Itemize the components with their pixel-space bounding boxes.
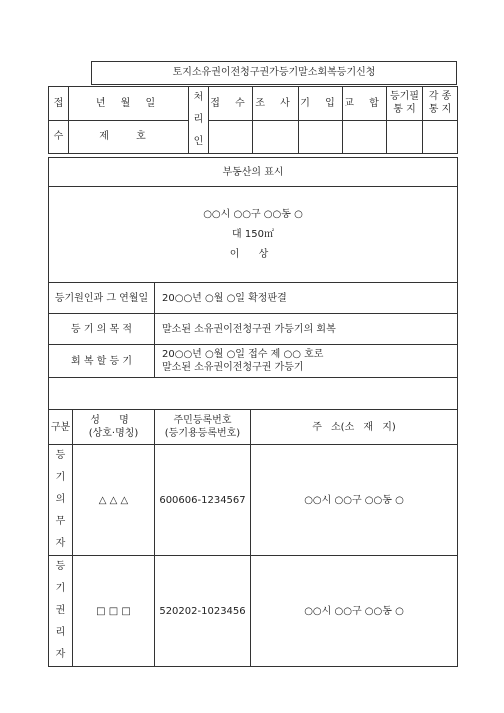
holder-label-char: 기: [55, 583, 66, 594]
cell-investigation: [253, 120, 299, 154]
processing-label: [189, 87, 209, 154]
obligor-address: ○○시 ○○구 ○○동 ○: [251, 445, 458, 556]
obligor-label: [49, 445, 73, 556]
col-reception: 접 수: [209, 87, 253, 121]
party-header-address: 주 소(소 재 지): [251, 410, 458, 445]
col-investigation: 조 사: [253, 87, 299, 121]
party-header-name: [73, 410, 155, 445]
reception-number-label: 제 호: [69, 120, 189, 154]
col-registration-notice: 등기필 통 지: [387, 87, 423, 121]
party-header-name-line: (상호·명칭): [88, 428, 139, 439]
cell-registration-notice: [387, 120, 423, 154]
purpose-value: 말소된 소유권이전청구권 가등기의 회복: [155, 314, 458, 345]
party-header-id: [155, 410, 251, 445]
processing-char: 리: [193, 114, 204, 125]
restore-value: [155, 345, 458, 378]
obligor-label-char: 등: [55, 450, 66, 461]
reception-table: [48, 86, 458, 154]
party-header-id-line: 주민등록번호: [173, 415, 232, 426]
restore-value-line: 20○○년 ○월 ○일 접수 제 ○○ 호로: [162, 349, 324, 360]
obligor-label-char: 무: [55, 516, 66, 527]
party-header-id-line: (등기용등록번호): [164, 428, 241, 439]
holder-address: ○○시 ○○구 ○○동 ○: [251, 556, 458, 667]
cause-value: 20○○년 ○월 ○일 확정판결: [155, 283, 458, 314]
col-entry: 기 입: [299, 87, 343, 121]
property-header: 부동산의 표시: [49, 158, 458, 187]
party-header-category: 구분: [49, 410, 73, 445]
property-closing: 이 상: [229, 248, 277, 260]
cell-various-notice: [423, 120, 458, 154]
obligor-name: △ △ △: [73, 445, 155, 556]
restore-label: 회 복 할 등 기: [49, 345, 155, 378]
cell-verification: [343, 120, 387, 154]
reception-date-label: 년 월 일: [69, 87, 189, 121]
col-various-notice: 각 종 통 지: [423, 87, 458, 121]
obligor-label-char: 의: [55, 494, 66, 505]
holder-label: [49, 556, 73, 667]
cell-reception: [209, 120, 253, 154]
reception-label-bottom: 수: [49, 120, 69, 154]
cell-entry: [299, 120, 343, 154]
form-title: 토지소유권이전청구권가등기말소회복등기신청: [91, 61, 457, 85]
main-table: [48, 157, 458, 667]
property-location: ○○시 ○○구 ○○동 ○: [203, 208, 303, 220]
property-description: [49, 187, 458, 283]
purpose-label: 등 기 의 목 적: [49, 314, 155, 345]
holder-label-char: 등: [55, 561, 66, 572]
restore-value-line: 말소된 소유권이전청구권 가등기: [162, 362, 304, 373]
party-header-name-line: 성 명: [90, 415, 137, 426]
obligor-label-char: 기: [55, 472, 66, 483]
obligor-label-char: 자: [55, 538, 66, 549]
holder-label-char: 자: [55, 649, 66, 660]
holder-id: 520202-1023456: [155, 556, 251, 667]
property-area: 대 150㎡: [232, 228, 274, 240]
reception-label-top: 접: [49, 87, 69, 121]
processing-char: 처: [193, 92, 204, 103]
holder-label-char: 리: [55, 627, 66, 638]
obligor-id: 600606-1234567: [155, 445, 251, 556]
cause-label: 등기원인과 그 연월일: [49, 283, 155, 314]
processing-char: 인: [193, 136, 204, 147]
blank-row: [49, 378, 458, 410]
col-verification: 교 합: [343, 87, 387, 121]
holder-label-char: 권: [55, 605, 66, 616]
holder-name: □ □ □: [73, 556, 155, 667]
